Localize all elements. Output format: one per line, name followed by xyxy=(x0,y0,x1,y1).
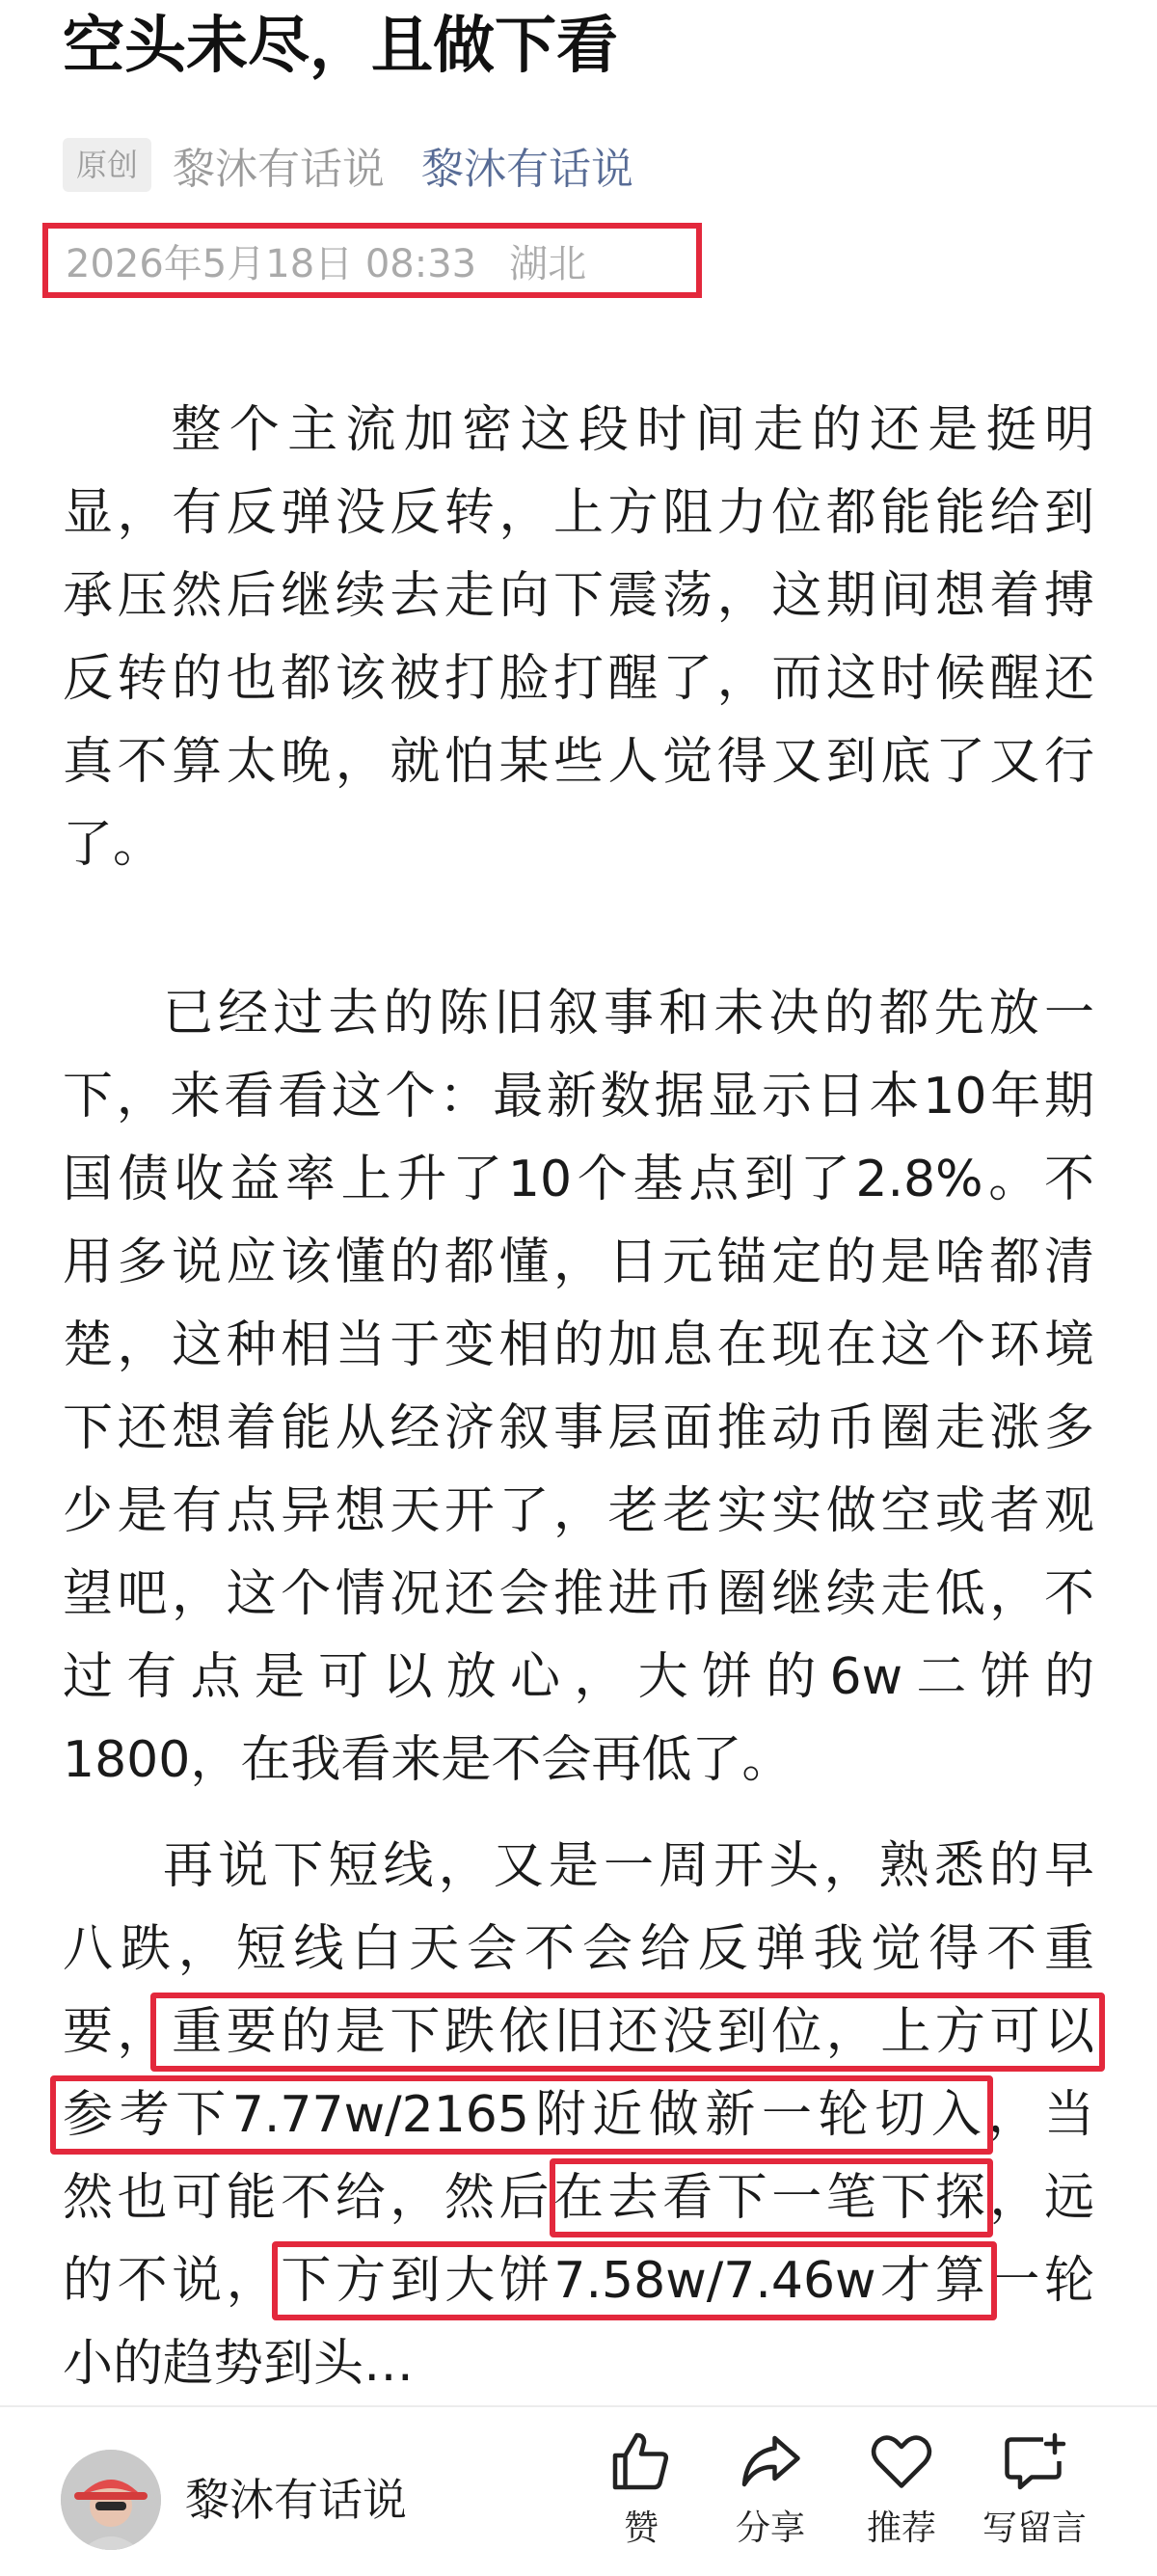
paragraph-line: 真不算太晚，就怕某些人觉得又到底了又行 xyxy=(63,733,1094,791)
avatar-image xyxy=(61,2450,161,2550)
paragraph-line: 然也可能不给，然后在去看下一笔下探，远 xyxy=(63,2169,1094,2227)
author-name: 黎沐有话说 xyxy=(173,145,386,194)
paragraph-line: 已经过去的陈旧叙事和未决的都先放一 xyxy=(163,985,1094,1043)
paragraph-line: 再说下短线，又是一周开头，熟悉的早 xyxy=(163,1837,1094,1895)
article-meta xyxy=(63,133,633,197)
paragraph-line: 承压然后继续去走向下震荡，这期间想着搏 xyxy=(63,567,1094,625)
paragraph-line: 参考下7.77w/2165附近做新一轮切入，当 xyxy=(63,2086,1094,2144)
share-button[interactable] xyxy=(708,2427,833,2571)
comment-label: 写留言 xyxy=(982,2508,1087,2548)
original-tag: 原创 xyxy=(63,138,151,192)
paragraph-line: 过有点是可以放心，大饼的6w二饼的 xyxy=(63,1648,1094,1706)
paragraph-line: 楚，这种相当于变相的加息在现在这个环境 xyxy=(63,1316,1094,1374)
paragraph-line: 望吧，这个情况还会推进币圈继续走低，不 xyxy=(63,1565,1094,1623)
paragraph-line: 了。 xyxy=(63,816,164,874)
share-label: 分享 xyxy=(735,2508,805,2548)
paragraph-line: 1800，在我看来是不会再低了。 xyxy=(63,1731,793,1789)
heart-icon xyxy=(867,2427,936,2496)
paragraph-line: 小的趋势到头… xyxy=(63,2335,415,2393)
recommend-button[interactable] xyxy=(839,2427,964,2571)
like-button[interactable] xyxy=(578,2427,704,2571)
publish-date: 2026年5月18日 08:33 xyxy=(66,241,477,286)
footer-author-name[interactable]: 黎沐有话说 xyxy=(185,2474,407,2526)
publish-info xyxy=(42,223,702,298)
paragraph-line: 显，有反弹没反转，上方阻力位都能能给到 xyxy=(63,484,1094,542)
paragraph-line: 少是有点异想天开了，老老实实做空或者观 xyxy=(63,1482,1094,1540)
paragraph-line: 下还想着能从经济叙事层面推动币圈走涨多 xyxy=(63,1399,1094,1457)
comment-icon xyxy=(1000,2427,1069,2496)
comment-button[interactable] xyxy=(972,2427,1097,2571)
paragraph-line: 整个主流加密这段时间走的还是挺明 xyxy=(113,401,1094,459)
paragraph-line: 要，重要的是下跌依旧还没到位，上方可以 xyxy=(63,2003,1094,2061)
article-title: 空头未尽，且做下看 xyxy=(63,11,618,82)
paragraph-line: 反转的也都该被打脸打醒了，而这时候醒还 xyxy=(63,650,1094,708)
paragraph-line: 的不说，下方到大饼7.58w/7.46w才算一轮 xyxy=(63,2252,1094,2310)
share-icon xyxy=(736,2427,805,2496)
recommend-label: 推荐 xyxy=(866,2508,936,2548)
paragraph-line: 用多说应该懂的都懂，日元锚定的是啥都清 xyxy=(63,1234,1094,1291)
paragraph-line: 国债收益率上升了10个基点到了2.8%。不 xyxy=(63,1151,1094,1208)
bottom-action-bar xyxy=(0,2407,1157,2576)
paragraph-line: 下，来看看这个：最新数据显示日本10年期 xyxy=(63,1068,1094,1125)
publish-location: 湖北 xyxy=(509,241,587,286)
account-link[interactable]: 黎沐有话说 xyxy=(421,145,634,194)
author-avatar[interactable] xyxy=(61,2450,161,2550)
thumbs-up-icon xyxy=(606,2427,676,2496)
like-label: 赞 xyxy=(623,2508,659,2548)
paragraph-line: 八跌，短线白天会不会给反弹我觉得不重 xyxy=(63,1920,1094,1978)
